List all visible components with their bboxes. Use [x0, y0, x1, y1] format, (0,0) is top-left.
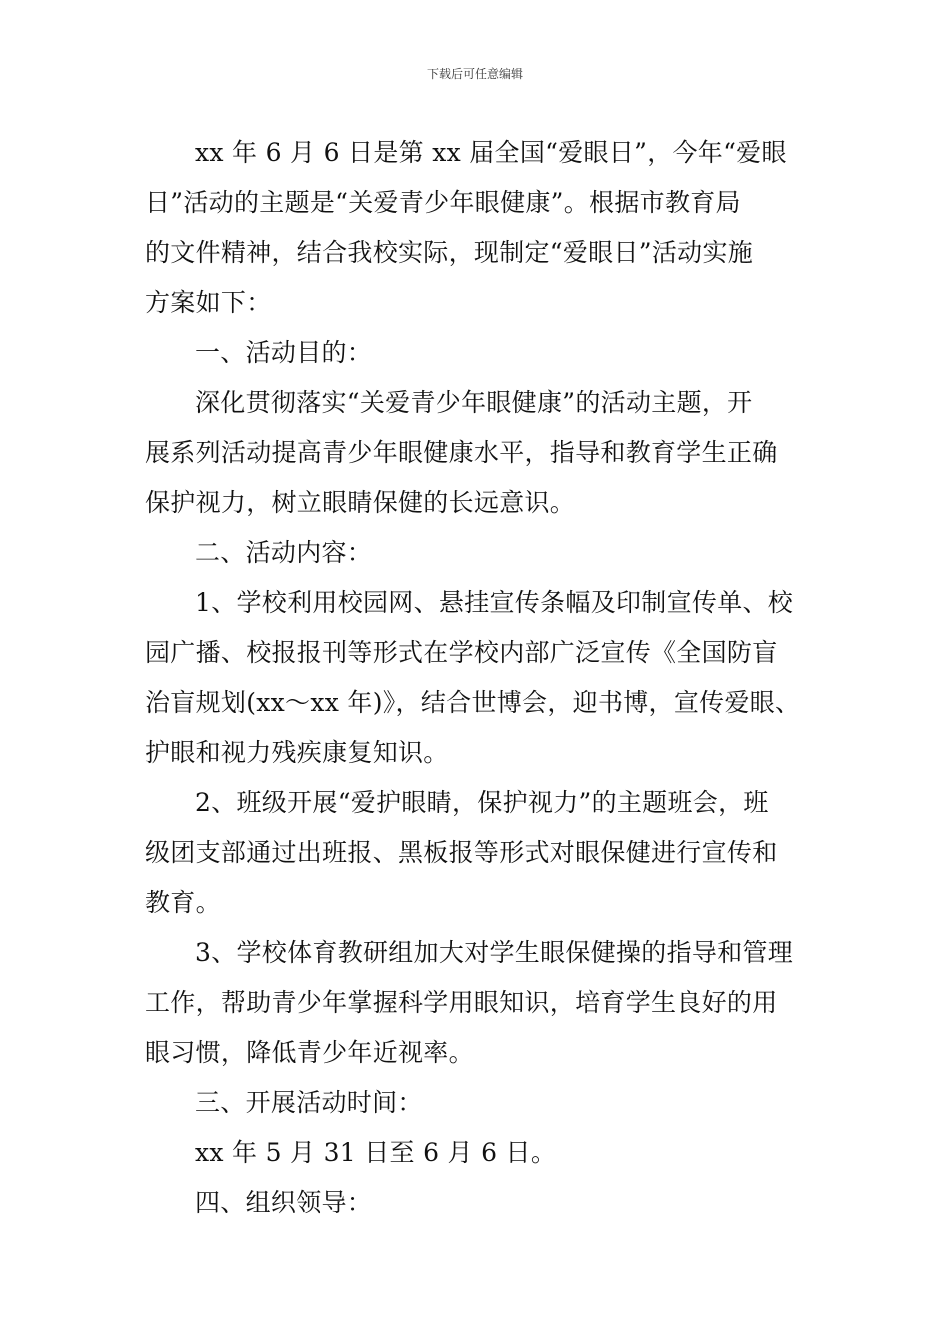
- document-line: 级团支部通过出班报、黑板报等形式对眼保健进行宣传和: [145, 838, 778, 867]
- document-line: 二、活动内容：: [195, 538, 373, 567]
- document-line: xx 年 5 月 31 日至 6 月 6 日。: [195, 1138, 557, 1167]
- document-line: 1、学校利用校园网、悬挂宣传条幅及印制宣传单、校: [195, 588, 794, 617]
- document-line: 3、学校体育教研组加大对学生眼保健操的指导和管理: [195, 938, 794, 967]
- document-line: 日”活动的主题是“关爱青少年眼健康”。根据市教育局: [145, 188, 741, 217]
- document-line: 护眼和视力残疾康复知识。: [145, 738, 449, 767]
- document-line: 展系列活动提高青少年眼健康水平，指导和教育学生正确: [145, 438, 778, 467]
- document-line: 治盲规划(xx～xx 年)》，结合世博会，迎书博，宣传爱眼、: [145, 688, 801, 717]
- document-line: xx 年 6 月 6 日是第 xx 届全国“爱眼日”，今年“爱眼: [195, 138, 787, 167]
- document-body: [145, 128, 810, 1228]
- document-line: 方案如下：: [145, 288, 272, 317]
- document-line: 的文件精神，结合我校实际，现制定“爱眼日”活动实施: [145, 238, 754, 267]
- document-line: 一、活动目的：: [195, 338, 373, 367]
- document-line: 四、组织领导：: [195, 1188, 373, 1217]
- document-line: 工作，帮助青少年掌握科学用眼知识，培育学生良好的用: [145, 988, 778, 1017]
- document-line: 2、班级开展“爱护眼睛，保护视力”的主题班会，班: [195, 788, 769, 817]
- document-line: 园广播、校报报刊等形式在学校内部广泛宣传《全国防盲: [145, 638, 778, 667]
- document-line: 三、开展活动时间：: [195, 1088, 423, 1117]
- document-line: 保护视力，树立眼睛保健的长远意识。: [145, 488, 576, 517]
- document-line: 深化贯彻落实“关爱青少年眼健康”的活动主题，开: [195, 388, 753, 417]
- page-header: 下载后可任意编辑: [426, 67, 523, 81]
- document-line: 眼习惯，降低青少年近视率。: [145, 1038, 474, 1067]
- document-line: 教育。: [145, 888, 221, 917]
